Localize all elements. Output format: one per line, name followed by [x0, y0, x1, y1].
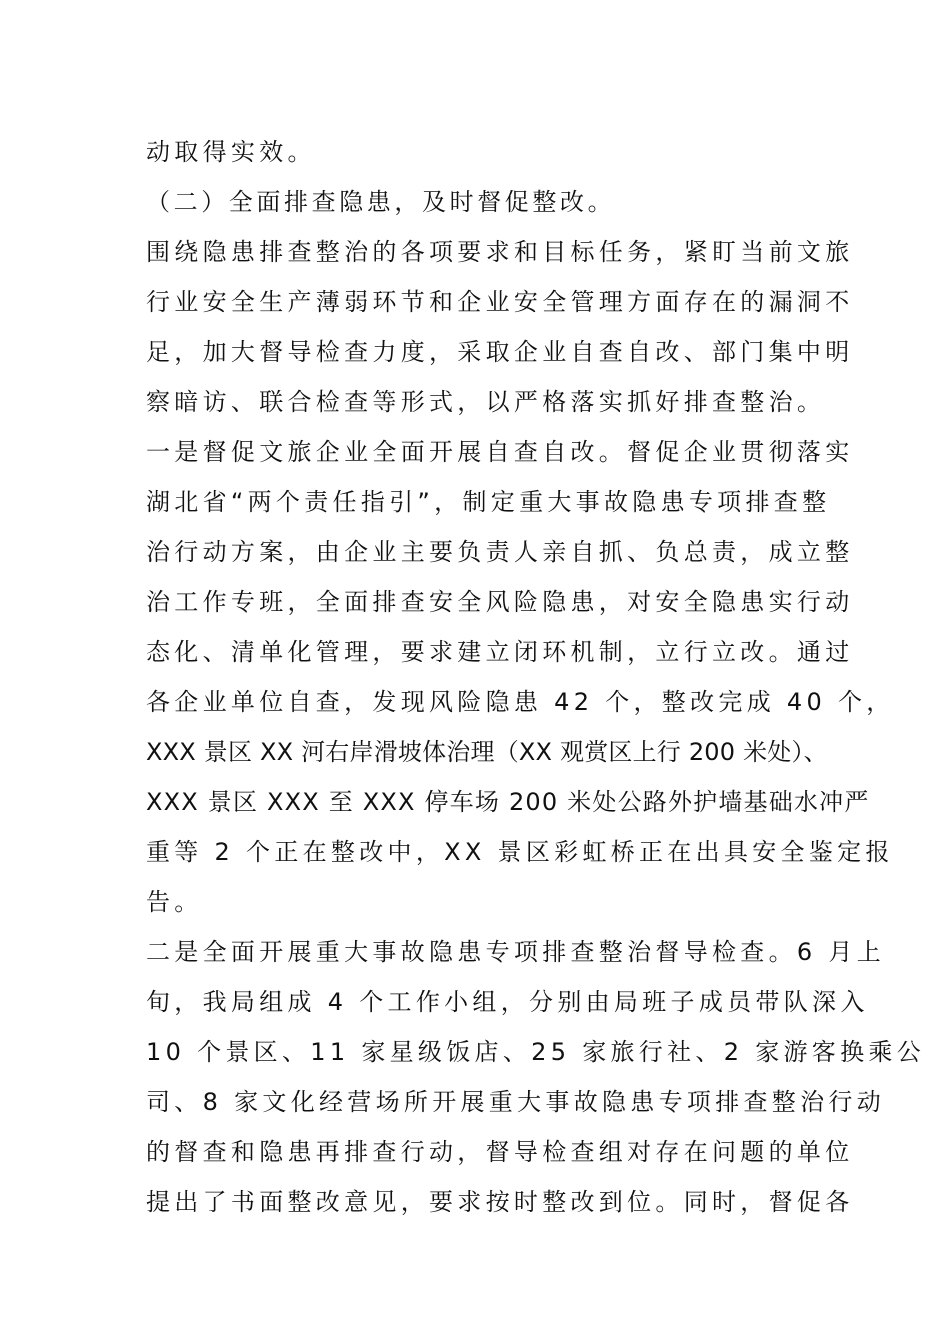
- text-line: 动取得实效。: [146, 138, 316, 166]
- text-line: 态化、清单化管理，要求建立闭环机制，立行立改。通过: [146, 638, 854, 666]
- text-line: 足，加大督导检查力度，采取企业自查自改、部门集中明: [146, 338, 854, 366]
- text-line: 行业安全生产薄弱环节和企业安全管理方面存在的漏洞不: [146, 288, 854, 316]
- text-line: 二是全面开展重大事故隐患专项排查整治督导检查。6 月上: [146, 938, 885, 966]
- text-line: 10 个景区、11 家星级饭店、25 家旅行社、2 家游客换乘公: [146, 1038, 926, 1066]
- section-heading: （二）全面排查隐患，及时督促整改。: [146, 188, 616, 216]
- text-line: 治工作专班，全面排查安全风险隐患，对安全隐患实行动: [146, 588, 854, 616]
- text-line: 旬，我局组成 4 个工作小组，分别由局班子成员带队深入: [146, 988, 869, 1016]
- text-line: 治行动方案，由企业主要负责人亲自抓、负总责，成立整: [146, 538, 854, 566]
- text-line: 察暗访、联合检查等形式，以严格落实抓好排查整治。: [146, 388, 826, 416]
- text-line: 各企业单位自查，发现风险隐患 42 个，整改完成 40 个，: [146, 688, 895, 716]
- text-line: 提出了书面整改意见，要求按时整改到位。同时，督促各: [146, 1188, 854, 1216]
- text-line: 湖北省“两个责任指引”，制定重大事故隐患专项排查整: [146, 488, 831, 516]
- text-line: XXX 景区 XX 河右岸滑坡体治理（XX 观赏区上行 200 米处）、: [146, 738, 828, 766]
- text-line: 告。: [146, 888, 203, 916]
- text-line: 围绕隐患排查整治的各项要求和目标任务，紧盯当前文旅: [146, 238, 854, 266]
- text-line: XXX 景区 XXX 至 XXX 停车场 200 米处公路外护墙基础水冲严: [146, 788, 870, 816]
- text-line: 司、8 家文化经营场所开展重大事故隐患专项排查整治行动: [146, 1088, 885, 1116]
- text-line: 一是督促文旅企业全面开展自查自改。督促企业贯彻落实: [146, 438, 854, 466]
- text-line: 重等 2 个正在整改中，XX 景区彩虹桥正在出具安全鉴定报: [146, 838, 894, 866]
- text-line: 的督查和隐患再排查行动，督导检查组对存在问题的单位: [146, 1138, 854, 1166]
